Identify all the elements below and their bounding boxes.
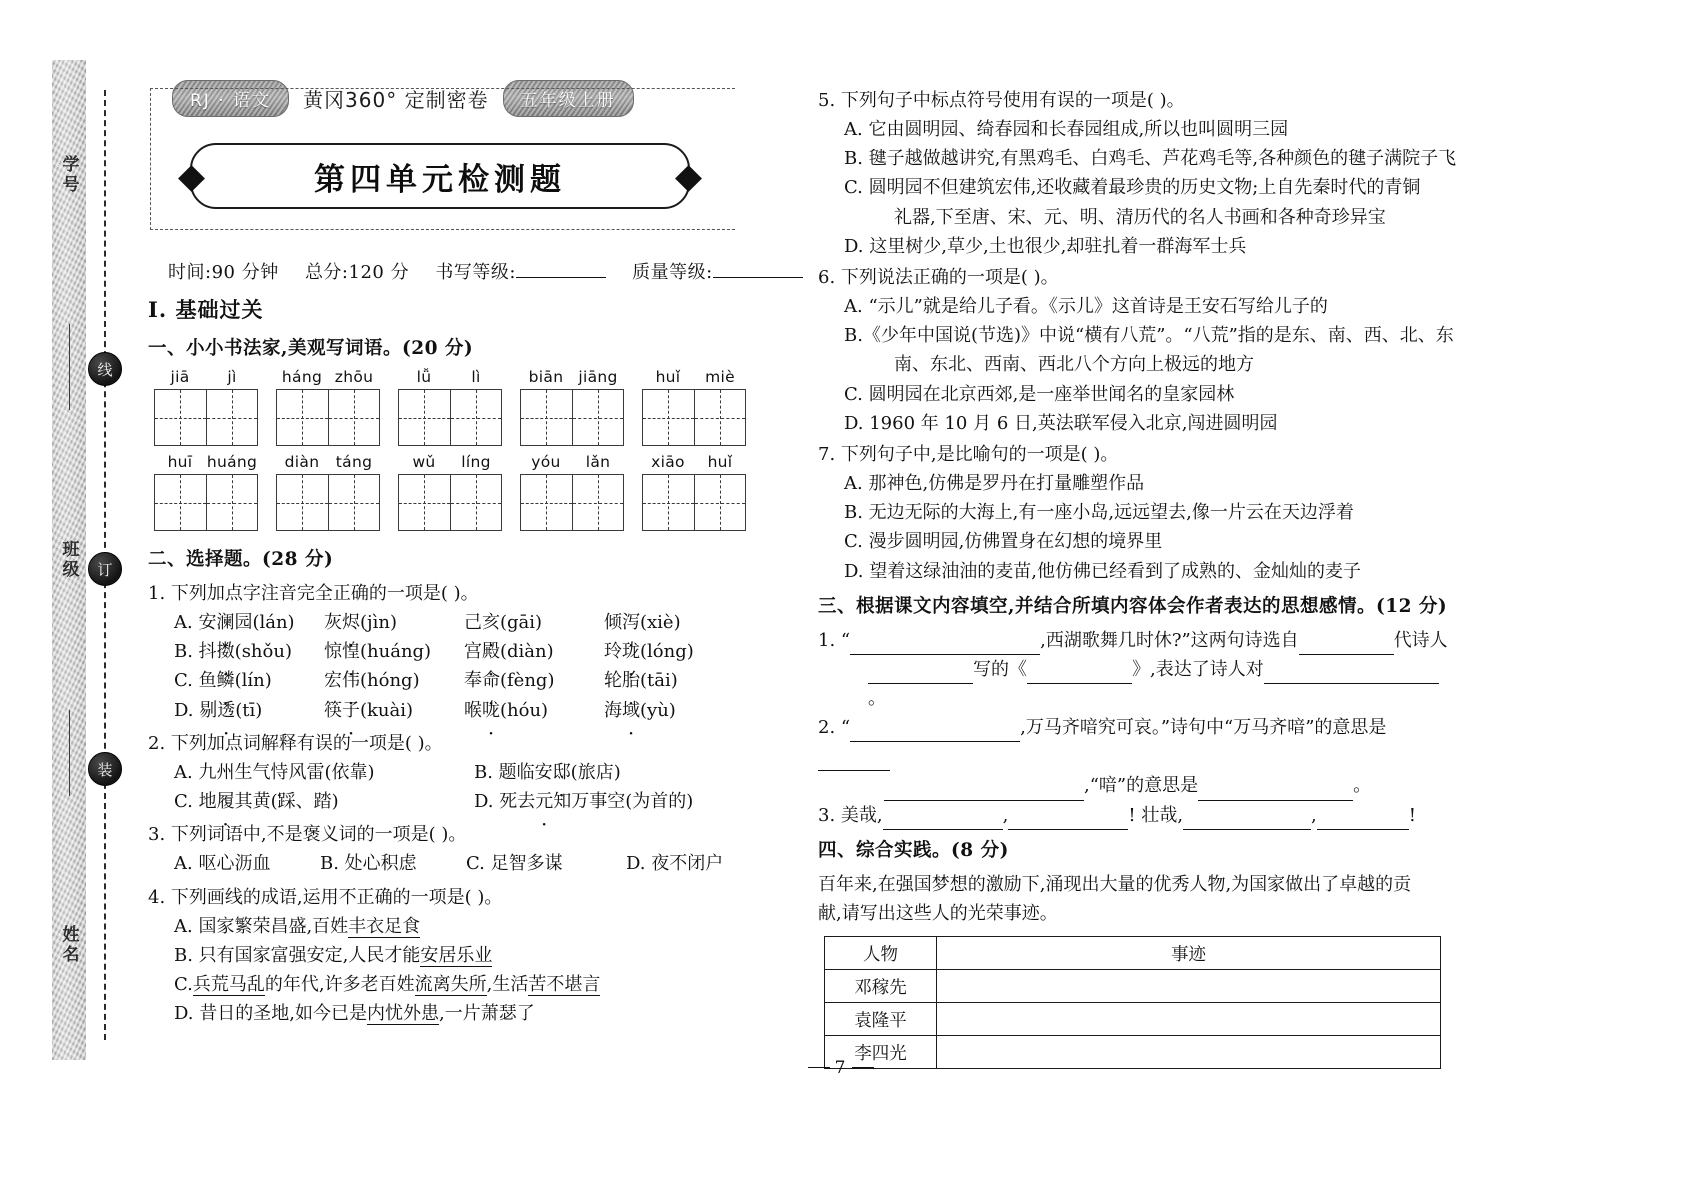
option-c[interactable]: C. 地履其黄(踩、踏): [174, 791, 339, 813]
option-d[interactable]: D. 剔透(tī): [174, 699, 263, 721]
class-label: 班级: [58, 539, 79, 580]
prompt-line-2: 献,请写出这些人的光荣事迹。: [818, 902, 1058, 924]
prompt-line-1: 百年来,在强国梦想的激励下,涌现出大量的优秀人物,为国家做出了卓越的贡: [818, 873, 1412, 895]
option-d[interactable]: D. 昔日的圣地,如今已是内忧外患,一片萧瑟了: [174, 1003, 535, 1025]
section-4-heading: 四、综合实践。(8 分): [818, 839, 1009, 861]
pinyin-row-1: [154, 368, 734, 446]
option-a[interactable]: A. 它由圆明园、绮春园和长春园组成,所以也叫圆明三园: [844, 119, 1289, 141]
question-4: [148, 883, 734, 1029]
pinyin-text: xiāo: [651, 453, 685, 471]
s3-q1-part-a: 1. “: [818, 629, 851, 651]
question-5-stem: 5. 下列句子中标点符号使用有误的一项是( )。: [818, 90, 1185, 111]
s3-q1-part-b: ,西湖歌舞几时休?”这两句诗选自: [1040, 629, 1299, 651]
option-c[interactable]: C.兵荒马乱的年代,许多老百姓流离失所,生活苦不堪言: [174, 974, 601, 996]
page-title: 第四单元检测题: [314, 161, 566, 198]
pinyin-text: háng: [281, 368, 323, 386]
option-d-item[interactable]: 喉咙(hóu): [464, 699, 549, 721]
pinyin-text: lì: [471, 368, 481, 386]
table-row: [825, 970, 1441, 1003]
section-3-item-2: [818, 713, 1450, 800]
s3-q1-part-c: 代诗人: [1393, 629, 1448, 651]
pinyin-text: zhōu: [334, 368, 374, 386]
question-7-stem: 7. 下列句子中,是比喻句的一项是( )。: [818, 443, 1119, 465]
fill-blank[interactable]: [868, 665, 973, 684]
question-3-stem: 3. 下列词语中,不是褒义词的一项是( )。: [148, 824, 467, 846]
pinyin-text: huáng: [206, 453, 258, 471]
table-header-row: [825, 937, 1441, 970]
question-2-stem: 2. 下列加点词解释有误的一项是( )。: [148, 732, 443, 754]
pinyin-cell: [520, 368, 624, 446]
option-b[interactable]: B. 抖擞(shǒu): [174, 641, 292, 663]
pinyin-cell: [398, 368, 502, 446]
seal-icon-xian: 线: [88, 352, 122, 386]
option-a[interactable]: A. 呕心沥血: [174, 853, 271, 875]
option-d[interactable]: D. 这里树少,草少,土也很少,却驻扎着一群海军士兵: [844, 235, 1247, 257]
fill-blank[interactable]: [1183, 811, 1311, 830]
writing-grid[interactable]: [154, 474, 258, 531]
pinyin-text: líng: [461, 453, 491, 471]
name-label: 姓名: [58, 925, 79, 966]
meta-quality-grade-label: 质量等级:: [632, 262, 713, 283]
seal-icon-ding: 订: [88, 552, 122, 586]
s3-q3-part-a: 3. 美哉,: [818, 804, 883, 826]
option-b-item[interactable]: 玲珑(lóng): [604, 641, 694, 663]
option-c[interactable]: C. 足智多谋: [466, 853, 563, 875]
option-c[interactable]: C. 圆明园不但建筑宏伟,还收藏着最珍贵的历史文物;上自先秦时代的青铜: [844, 177, 1421, 199]
option-a[interactable]: A. 安澜园(lán): [174, 612, 295, 634]
s3-q1-part-d: 写的《: [973, 658, 1027, 680]
meta-time: 时间:90 分钟: [168, 262, 279, 283]
section-4-prompt: [818, 870, 1450, 928]
option-d-item[interactable]: 海域(yù): [604, 699, 676, 721]
section-3-item-1: [818, 626, 1450, 713]
student-id-label: 学号: [58, 154, 79, 195]
option-c-cont: 礼器,下至唐、宋、元、明、清历代的名人书画和各种奇珍异宝: [894, 206, 1386, 228]
pinyin-text: miè: [705, 368, 735, 386]
option-a[interactable]: A. “示儿”就是给儿子看。《示儿》这首诗是王安石写给儿子的: [844, 296, 1328, 318]
left-column: [148, 330, 734, 1028]
pinyin-text: táng: [335, 453, 373, 471]
table-row: [825, 1003, 1441, 1036]
meta-total: 总分:120 分: [304, 262, 410, 283]
pinyin-text: jiā: [170, 368, 190, 386]
pinyin-cell: [642, 368, 746, 446]
option-b-item[interactable]: 宫殿(diàn): [464, 641, 554, 663]
seal-icon-zhuang: 装: [88, 752, 122, 786]
fill-blank[interactable]: [1299, 636, 1394, 655]
section-3-item-3: [818, 801, 1450, 830]
option-a-item[interactable]: 倾泻(xiè): [604, 612, 681, 634]
option-b-item[interactable]: 惊惶(huáng): [324, 641, 432, 663]
column-header-deed: 事迹: [937, 937, 1441, 970]
person-name: 袁隆平: [825, 1003, 937, 1036]
s3-q3-part-e: !: [1408, 804, 1417, 826]
fill-blank[interactable]: [1008, 811, 1128, 830]
divider: [69, 710, 70, 796]
question-3-options: [148, 849, 734, 878]
pinyin-text: huǐ: [655, 368, 681, 386]
pinyin-row-2: [154, 453, 734, 531]
option-d[interactable]: D. 夜不闭户: [626, 853, 724, 875]
fill-blank[interactable]: [883, 811, 1003, 830]
option-b[interactable]: B.《少年中国说(节选)》中说“横有八荒”。“八荒”指的是东、南、西、北、东: [844, 325, 1454, 347]
deed-input[interactable]: [937, 1003, 1441, 1036]
pinyin-text: jì: [227, 368, 237, 386]
option-c[interactable]: C. 漫步圆明园,仿佛置身在幻想的境界里: [844, 531, 1163, 553]
s3-q2-part-c: ,“喑”的意思是: [1084, 775, 1199, 797]
option-b[interactable]: B. 毽子越做越讲究,有黑鸡毛、白鸡毛、芦花鸡毛等,各种颜色的毽子满院子飞: [844, 148, 1457, 170]
page-header: [150, 80, 750, 209]
binding-strip: [52, 60, 86, 1060]
s3-q1-part-f: 。: [868, 687, 886, 709]
fill-blank[interactable]: [1198, 782, 1353, 801]
section-2-heading: 二、选择题。(28 分): [148, 549, 334, 570]
achievements-table: [824, 936, 1441, 1069]
fill-blank[interactable]: [850, 723, 1020, 742]
option-b[interactable]: B. 处心积虑: [320, 853, 417, 875]
pinyin-text: wǔ: [412, 453, 436, 471]
question-1-options: [148, 608, 734, 725]
person-name: 李四光: [825, 1036, 937, 1069]
writing-grid[interactable]: [642, 389, 746, 446]
option-d-item[interactable]: 筷子(kuài): [324, 699, 414, 721]
option-a-item[interactable]: 己亥(gāi): [464, 612, 543, 634]
writing-grid[interactable]: [276, 389, 380, 446]
divider: [69, 324, 70, 410]
page-number-value: 7: [834, 1058, 848, 1078]
s3-q2-part-a: 2. “: [818, 717, 851, 739]
question-6-stem: 6. 下列说法正确的一项是( )。: [818, 266, 1059, 288]
fill-blank[interactable]: [884, 782, 1084, 801]
part-heading: Ⅰ. 基础过关: [148, 297, 264, 322]
question-7-options: [818, 469, 1450, 586]
question-6-options: [818, 292, 1454, 438]
writing-grid[interactable]: [398, 389, 502, 446]
option-a[interactable]: A. 那神色,仿佛是罗丹在打量雕塑作品: [844, 473, 1145, 495]
pinyin-cell: [276, 453, 380, 531]
page-number: [0, 1058, 1682, 1078]
question-2: [148, 729, 734, 816]
question-3: [148, 820, 734, 878]
option-b[interactable]: B. 无边无际的大海上,有一座小岛,远远望去,像一片云在天边浮着: [844, 502, 1354, 524]
subject-badge: RJ · 语文: [172, 80, 289, 117]
pinyin-text: huǐ: [707, 453, 733, 471]
option-b[interactable]: B. 题临安邸(旅店): [474, 761, 621, 783]
option-a-item[interactable]: 灰烬(jìn): [324, 612, 397, 634]
question-5-options: [818, 115, 1457, 261]
writing-grid[interactable]: [520, 474, 624, 531]
fill-blank[interactable]: [1027, 665, 1132, 684]
exam-meta: [168, 258, 803, 284]
pinyin-text: biān: [528, 368, 564, 386]
fill-blank[interactable]: [850, 636, 1040, 655]
writing-grid[interactable]: [642, 474, 746, 531]
option-a[interactable]: A. 国家繁荣昌盛,百姓丰衣足食: [174, 915, 421, 937]
pinyin-cell: [520, 453, 624, 531]
fill-blank[interactable]: [1264, 665, 1439, 684]
section-3-heading: 三、根据课文内容填空,并结合所填内容体会作者表达的思想感情。(12 分): [818, 595, 1448, 617]
option-b[interactable]: B. 只有国家富强安定,人民才能安居乐业: [174, 944, 493, 966]
pinyin-cell: [276, 368, 380, 446]
question-4-options: [148, 912, 734, 1029]
question-7: [818, 440, 1450, 586]
exam-title-frame: [190, 143, 690, 209]
pinyin-text: diàn: [284, 453, 320, 471]
option-d[interactable]: D. 望着这绿油油的麦苗,他仿佛已经看到了成熟的、金灿灿的麦子: [844, 560, 1361, 582]
right-column: [818, 86, 1457, 1069]
pinyin-cell: [154, 368, 258, 446]
person-name: 邓稼先: [825, 970, 937, 1003]
column-header-person: 人物: [825, 937, 937, 970]
writing-grid[interactable]: [154, 389, 258, 446]
deed-input[interactable]: [937, 970, 1441, 1003]
question-6: [818, 263, 1454, 438]
option-a[interactable]: A. 九州生气恃风雷(依靠): [174, 761, 375, 783]
s3-q3-part-b: ,: [1002, 804, 1009, 826]
question-2-options: [148, 758, 734, 816]
writing-grade-blank[interactable]: [516, 277, 606, 278]
pinyin-text: jiāng: [578, 368, 618, 386]
pinyin-text: lǎn: [585, 453, 611, 471]
s3-q3-part-d: ,: [1311, 804, 1317, 826]
question-1: [148, 579, 734, 725]
writing-grid[interactable]: [520, 389, 624, 446]
section-1-heading: 一、小小书法家,美观写词语。(20 分): [148, 338, 474, 359]
s3-q1-part-e: 》,表达了诗人对: [1132, 658, 1264, 680]
s3-q2-part-b: ,万马齐喑究可哀。”诗句中“万马齐喑”的意思是: [1020, 717, 1387, 739]
writing-grid[interactable]: [398, 474, 502, 531]
s3-q2-part-d: 。: [1353, 775, 1372, 797]
grade-badge: 五年级上册: [503, 80, 634, 117]
question-1-stem: 1. 下列加点字注音完全正确的一项是( )。: [148, 583, 479, 604]
question-4-stem: 4. 下列画线的成语,运用不正确的一项是( )。: [148, 886, 503, 908]
option-c-item[interactable]: 宏伟(hóng): [324, 670, 420, 692]
pinyin-cell: [154, 453, 258, 531]
pinyin-text: lǚ: [416, 368, 432, 386]
question-5: [818, 86, 1457, 261]
fill-blank[interactable]: [818, 753, 890, 772]
option-c[interactable]: C. 鱼鳞(lín): [174, 670, 272, 692]
option-c[interactable]: C. 圆明园在北京西郊,是一座举世闻名的皇家园林: [844, 383, 1235, 405]
writing-grid[interactable]: [276, 474, 380, 531]
pinyin-cell: [398, 453, 502, 531]
option-b-cont: 南、东北、西南、西北八个方向上极远的地方: [894, 354, 1254, 376]
fill-blank[interactable]: [1317, 811, 1409, 830]
quality-grade-blank[interactable]: [713, 277, 803, 278]
pinyin-cell: [642, 453, 746, 531]
meta-writing-grade-label: 书写等级:: [435, 262, 516, 283]
option-c-item[interactable]: 奉命(fèng): [464, 670, 555, 692]
option-d[interactable]: D. 死去元知万事空(为首的): [474, 791, 694, 813]
brand-title: 黄冈360° 定制密卷: [303, 88, 489, 112]
option-c-item[interactable]: 轮胎(tāi): [604, 670, 678, 692]
s3-q3-part-c: ! 壮哉,: [1128, 804, 1184, 826]
pinyin-text: yóu: [531, 453, 561, 471]
option-d[interactable]: D. 1960 年 10 月 6 日,英法联军侵入北京,闯进圆明园: [844, 412, 1278, 434]
pinyin-text: huī: [167, 453, 193, 471]
